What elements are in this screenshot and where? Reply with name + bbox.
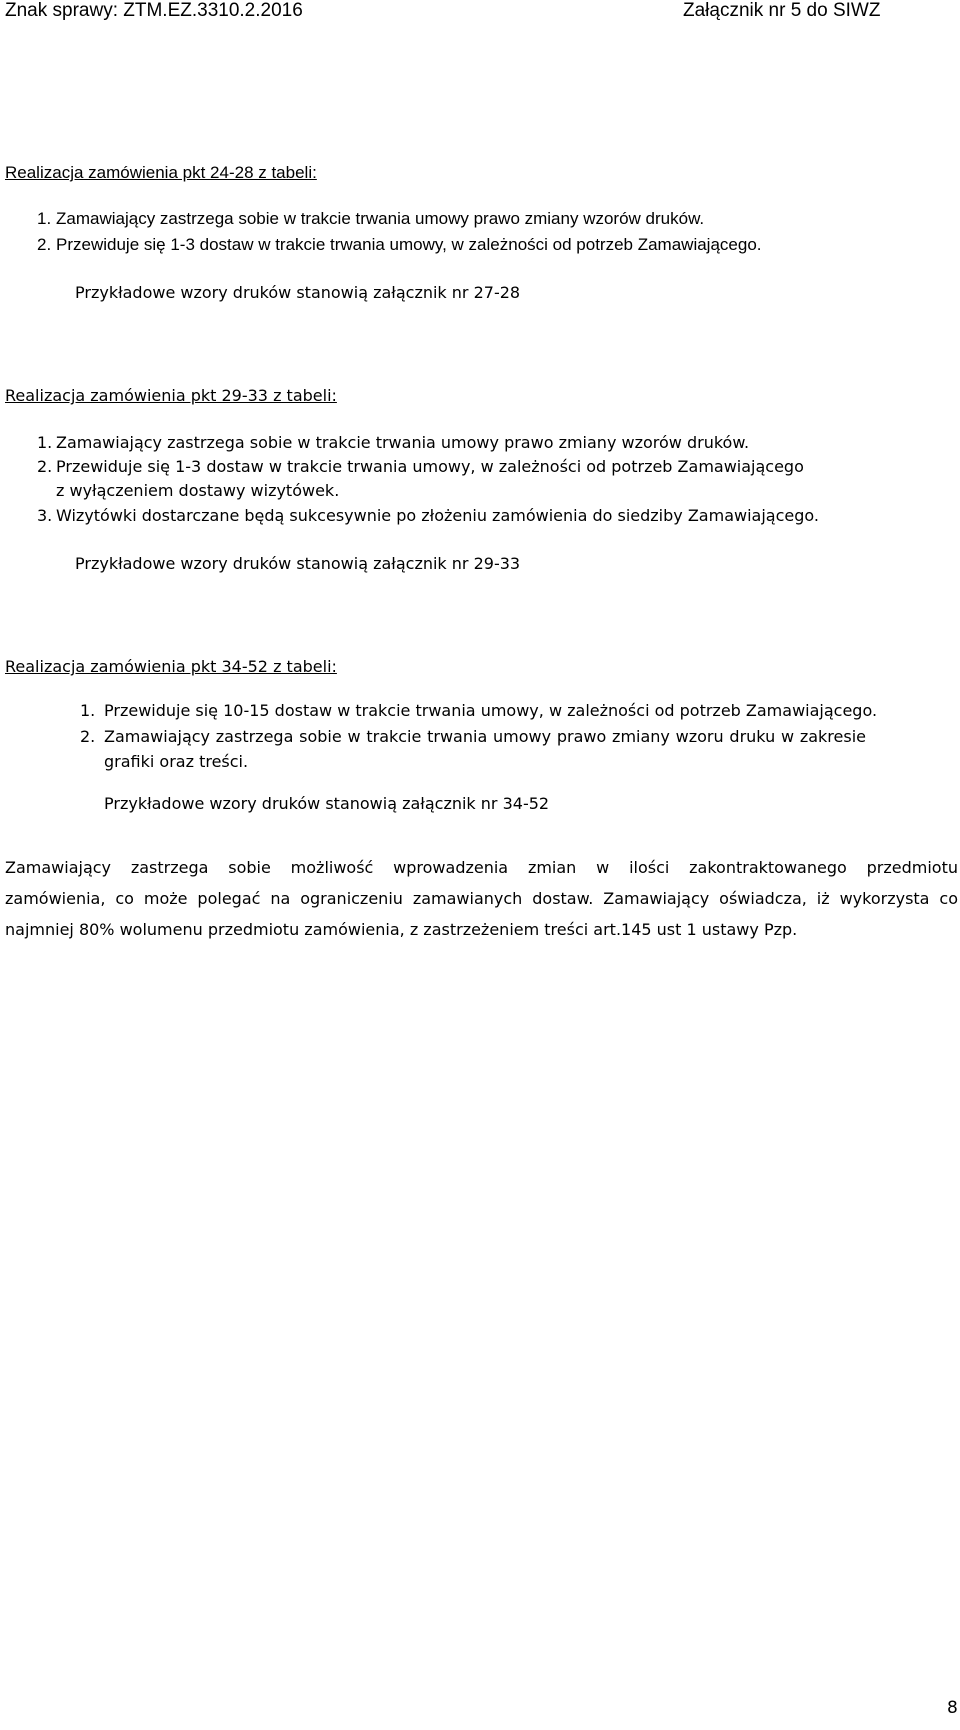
paragraph-line: najmniej 80% wolumenu przedmiotu zamówienia, z zastrzeżeniem treści art.145 ust 1 ustawy Pzp.: [5, 920, 798, 939]
attachment-label: Załącznik nr 5 do SIWZ: [683, 0, 881, 21]
case-number: Znak sprawy: ZTM.EZ.3310.2.2016: [5, 0, 303, 21]
list-item-number: 2.: [37, 457, 53, 476]
list-item-number: 1.: [80, 701, 96, 720]
list-item-text: Zamawiający zastrzega sobie w trakcie trwania umowy prawo zmiany wzoru druku w zakresie: [104, 727, 866, 746]
section-title: Realizacja zamówienia pkt 29-33 z tabeli:: [5, 386, 337, 405]
page-header: [0, 0, 960, 24]
list-item-continuation: grafiki oraz treści.: [104, 752, 249, 771]
list-item-number: 2.: [37, 235, 52, 254]
list-item-text: Zamawiający zastrzega sobie w trakcie trwania umowy prawo zmiany wzorów druków.: [56, 209, 705, 228]
list-item-continuation: z wyłączeniem dostawy wizytówek.: [56, 481, 340, 500]
list-item-number: 2.: [80, 727, 96, 746]
list-item-text: Zamawiający zastrzega sobie w trakcie trwania umowy prawo zmiany wzorów druków.: [56, 433, 750, 452]
page-number: 8: [947, 1698, 958, 1718]
list-item-number: 1.: [37, 209, 52, 228]
list-item-text: Przewiduje się 1-3 dostaw w trakcie trwania umowy, w zależności od potrzeb Zamawiającego: [56, 457, 804, 476]
list-item-text: Przewiduje się 1-3 dostaw w trakcie trwania umowy, w zależności od potrzeb Zamawiającego.: [56, 235, 762, 254]
list-item-text: Przewiduje się 10-15 dostaw w trakcie trwania umowy, w zależności od potrzeb Zamawiającego.: [104, 701, 878, 720]
section-title: Realizacja zamówienia pkt 24-28 z tabeli:: [5, 163, 317, 182]
paragraph-line: Zamawiający zastrzega sobie możliwość wprowadzenia zmian w ilości zakontraktowanego przedmiotu: [5, 858, 958, 877]
example-note: Przykładowe wzory druków stanowią załącznik nr 29-33: [75, 554, 521, 573]
list-item-number: 3.: [37, 506, 53, 525]
list-item-text: Wizytówki dostarczane będą sukcesywnie po złożeniu zamówienia do siedziby Zamawiającego.: [56, 506, 819, 525]
list-item-number: 1.: [37, 433, 53, 452]
section-title: Realizacja zamówienia pkt 34-52 z tabeli:: [5, 657, 337, 676]
example-note: Przykładowe wzory druków stanowią załącznik nr 27-28: [75, 283, 521, 302]
paragraph-line: zamówienia, co może polegać na ograniczeniu zamawianych dostaw. Zamawiający oświadcza, iż wykorzysta co: [5, 889, 958, 908]
example-note: Przykładowe wzory druków stanowią załącznik nr 34-52: [104, 794, 550, 813]
